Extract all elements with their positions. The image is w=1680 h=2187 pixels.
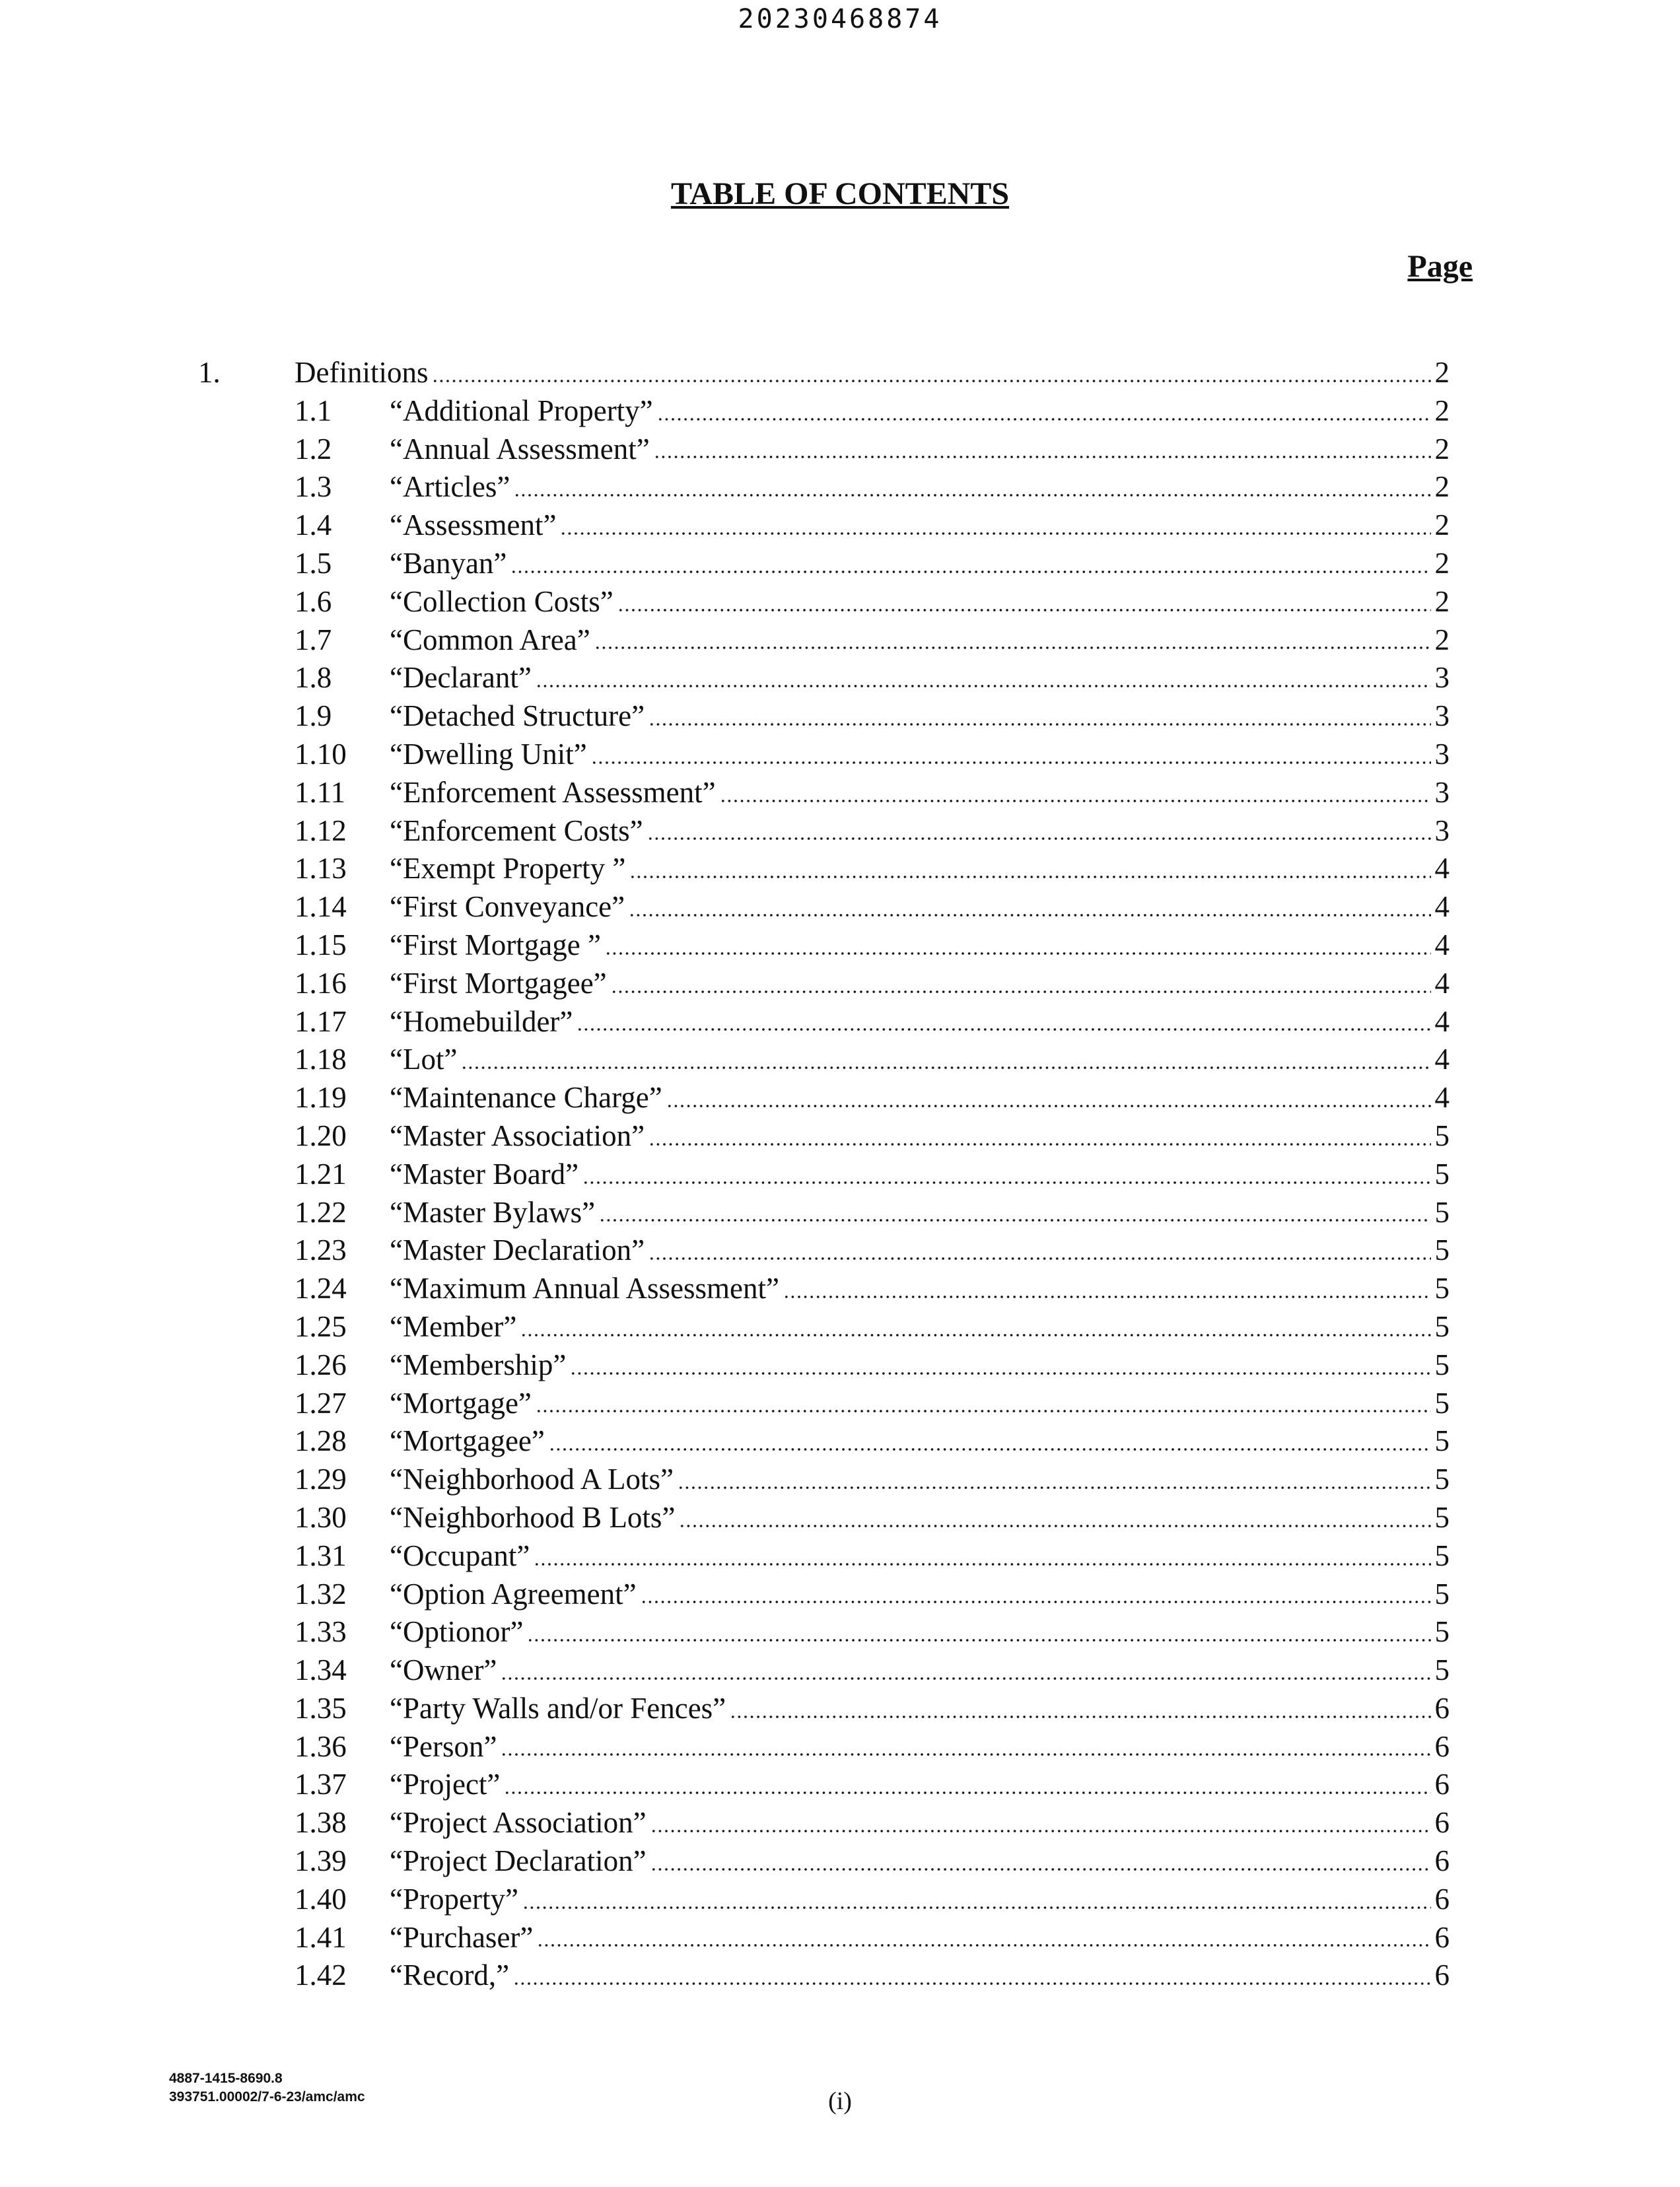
toc-entry [390,1690,1450,1728]
item-page: 5 [1434,1119,1450,1152]
toc-entry [390,431,1450,469]
dot-leader [570,1372,1430,1375]
item-number: 1.22 [295,1195,347,1229]
toc-entry [390,1842,1450,1881]
toc-entry [390,1003,1450,1041]
toc-entry [390,659,1450,697]
item-page: 3 [1434,814,1450,847]
toc-item-row[interactable] [0,468,1680,506]
toc-item-row[interactable] [0,431,1680,469]
toc-item-row[interactable] [0,1079,1680,1117]
item-number: 1.31 [295,1539,347,1572]
toc-item-row[interactable] [0,1041,1680,1079]
item-number: 1.15 [295,928,347,961]
item-number: 1.24 [295,1272,347,1305]
item-page: 2 [1434,546,1450,580]
toc-item-row[interactable] [0,774,1680,812]
toc-item-row[interactable] [0,1842,1680,1881]
item-page: 5 [1434,1157,1450,1191]
toc-item-row[interactable] [0,1346,1680,1385]
dot-leader [650,1830,1431,1832]
item-title: “Banyan” [390,546,507,580]
toc-item-row[interactable] [0,1422,1680,1461]
item-page: 3 [1434,737,1450,771]
item-title: “Common Area” [390,623,590,656]
toc-entry [390,545,1450,583]
item-page: 4 [1434,928,1450,961]
item-number: 1.32 [295,1577,347,1611]
dot-leader [510,571,1430,573]
toc-entry [390,1461,1450,1499]
item-number: 1.27 [295,1386,347,1420]
toc-entry [390,1194,1450,1232]
item-number: 1.29 [295,1463,347,1496]
dot-leader [730,1716,1430,1718]
item-title: “Neighborhood A Lots” [390,1463,674,1496]
dot-leader [666,1105,1431,1107]
item-page: 2 [1434,508,1450,542]
item-title: “Master Bylaws” [390,1195,596,1229]
recording-number: 20230468874 [738,4,942,34]
toc-item-row[interactable] [0,697,1680,736]
item-number: 1.6 [295,584,332,618]
dot-leader [591,761,1431,764]
toc-entry [295,354,1450,392]
toc-item-row[interactable] [0,965,1680,1003]
item-page: 6 [1434,1691,1450,1725]
dot-leader [617,609,1431,611]
item-title: “Neighborhood B Lots” [390,1500,676,1534]
item-page: 3 [1434,661,1450,695]
dot-leader [501,1753,1430,1756]
toc-item-row[interactable] [0,1194,1680,1232]
item-page: 4 [1434,1004,1450,1038]
toc-entry [390,1804,1450,1842]
item-title: “First Mortgage ” [390,928,601,961]
toc-entry [390,1232,1450,1270]
toc-entry [390,1117,1450,1156]
item-title: “Purchaser” [390,1920,534,1954]
dot-leader [647,837,1431,840]
item-number: 1.28 [295,1424,347,1458]
item-page: 6 [1434,1729,1450,1763]
toc-entry [390,697,1450,736]
toc-item-row[interactable] [0,1881,1680,1919]
toc-item-row[interactable] [0,1766,1680,1804]
item-title: “Master Declaration” [390,1233,645,1267]
item-number: 1.12 [295,814,347,847]
item-page: 2 [1434,432,1450,466]
section-page: 2 [1434,356,1450,389]
toc-entry [390,1728,1450,1766]
item-page: 2 [1434,394,1450,427]
item-page: 5 [1434,1233,1450,1267]
page-title: TABLE OF CONTENTS [670,176,1010,211]
toc-item-row[interactable] [0,621,1680,660]
item-title: “Option Agreement” [390,1577,637,1611]
item-number: 1.40 [295,1882,347,1916]
toc-item-row[interactable] [0,392,1680,431]
item-number: 1.14 [295,890,347,924]
item-page: 5 [1434,1348,1450,1381]
toc-item-row[interactable] [0,1804,1680,1842]
toc-entry [390,621,1450,660]
toc-item-row[interactable] [0,1919,1680,1957]
item-title: “Master Association” [390,1119,645,1152]
dot-leader [501,1677,1430,1680]
item-title: “Member” [390,1309,517,1343]
toc-entry [390,1919,1450,1957]
toc-item-row[interactable] [0,1117,1680,1156]
item-page: 6 [1434,1959,1450,1992]
toc-entry [390,468,1450,506]
item-page: 3 [1434,775,1450,809]
dot-leader [577,1028,1430,1031]
dot-leader [629,876,1430,878]
item-page: 5 [1434,1195,1450,1229]
item-title: “Project Association” [390,1806,647,1840]
item-number: 1.1 [295,394,332,427]
toc-item-row[interactable] [0,1957,1680,1995]
item-number: 1.25 [295,1309,347,1343]
toc-entry [390,1422,1450,1461]
toc-item-row[interactable] [0,659,1680,697]
toc-entry [390,850,1450,888]
item-number: 1.7 [295,623,332,656]
footer-doc-id-line2: 393751.00002/7-6-23/amc/amc [169,2089,365,2104]
toc-item-row[interactable] [0,1003,1680,1041]
item-number: 1.23 [295,1233,347,1267]
toc-entry [390,1079,1450,1117]
toc-entry [390,1308,1450,1346]
toc-item-row[interactable] [0,506,1680,545]
item-number: 1.30 [295,1500,347,1534]
toc-item-row[interactable] [0,1537,1680,1576]
toc-entry [390,1537,1450,1576]
toc-item-row[interactable] [0,1385,1680,1423]
item-page: 5 [1434,1309,1450,1343]
dot-leader [520,1334,1430,1336]
toc-item-row[interactable] [0,1651,1680,1690]
dot-leader [582,1181,1430,1184]
toc-entry [390,1957,1450,1995]
toc-entry [390,1499,1450,1537]
toc-entry [390,1651,1450,1690]
item-number: 1.11 [295,775,346,809]
item-page: 6 [1434,1920,1450,1954]
dot-leader [522,1906,1431,1909]
item-number: 1.17 [295,1004,347,1038]
item-title: “Maximum Annual Assessment” [390,1272,779,1305]
toc-item-row[interactable] [0,545,1680,583]
toc-entry [390,506,1450,545]
item-title: “Maintenance Charge” [390,1081,662,1115]
dot-leader [537,1944,1430,1947]
dot-leader [504,1791,1430,1794]
dot-leader [536,685,1431,687]
toc-entry [390,888,1450,926]
toc-entry [390,1576,1450,1614]
dot-leader [641,1601,1431,1603]
item-number: 1.10 [295,737,347,771]
dot-leader [527,1639,1430,1642]
item-page: 6 [1434,1806,1450,1840]
dot-leader [534,1563,1430,1566]
item-title: “Optionor” [390,1615,524,1649]
toc-item-row[interactable] [0,1308,1680,1346]
dot-leader [611,990,1431,993]
footer-page-number: (i) [828,2087,852,2115]
dot-leader [594,646,1431,649]
dot-leader [432,380,1430,382]
item-page: 5 [1434,1653,1450,1687]
dot-leader [513,1982,1430,1985]
item-title: “Assessment” [390,508,557,542]
item-title: “Additional Property” [390,394,653,427]
item-title: “Mortgage” [390,1386,532,1420]
section-number: 1. [198,356,221,389]
item-title: “Exempt Property ” [390,852,626,885]
toc-item-row[interactable] [0,888,1680,926]
toc-entry [390,1613,1450,1651]
item-page: 4 [1434,1043,1450,1076]
item-page: 2 [1434,470,1450,504]
toc-entry [390,1766,1450,1804]
item-number: 1.18 [295,1043,347,1076]
item-title: “Occupant” [390,1539,530,1572]
item-page: 4 [1434,852,1450,885]
dot-leader [783,1296,1431,1298]
item-page: 4 [1434,1081,1450,1115]
footer-doc-id-line1: 4887-1415-8690.8 [169,2071,283,2086]
item-title: “Record,” [390,1959,510,1992]
toc-item-row[interactable] [0,926,1680,965]
item-page: 3 [1434,699,1450,733]
item-number: 1.37 [295,1768,347,1801]
item-title: “Person” [390,1729,497,1763]
item-number: 1.34 [295,1653,347,1687]
item-title: “First Conveyance” [390,890,625,924]
page-column-header: Page [1407,249,1473,284]
item-page: 5 [1434,1615,1450,1649]
dot-leader [654,456,1431,458]
item-page: 5 [1434,1500,1450,1534]
table-of-contents [0,354,1680,1995]
toc-entry [390,965,1450,1003]
item-number: 1.4 [295,508,332,542]
item-number: 1.9 [295,699,332,733]
toc-item-row[interactable] [0,850,1680,888]
dot-leader [599,1219,1430,1222]
item-page: 6 [1434,1768,1450,1801]
item-number: 1.33 [295,1615,347,1649]
toc-item-row[interactable] [0,583,1680,621]
item-number: 1.42 [295,1959,347,1992]
toc-item-row[interactable] [0,812,1680,850]
item-page: 5 [1434,1539,1450,1572]
dot-leader [678,1486,1431,1489]
toc-entry [390,1156,1450,1194]
item-title: “Annual Assessment” [390,432,650,466]
item-title: “Homebuilder” [390,1004,573,1038]
dot-leader [549,1448,1431,1451]
item-title: “Party Walls and/or Fences” [390,1691,726,1725]
item-page: 5 [1434,1463,1450,1496]
item-title: “Articles” [390,470,510,504]
item-number: 1.41 [295,1920,347,1954]
item-number: 1.39 [295,1844,347,1878]
item-title: “Declarant” [390,661,532,695]
dot-leader [560,532,1430,535]
toc-item-row[interactable] [0,736,1680,774]
toc-entry [390,1270,1450,1308]
item-title: “Collection Costs” [390,584,613,618]
toc-item-row[interactable] [0,1270,1680,1308]
dot-leader [536,1410,1431,1412]
item-page: 5 [1434,1386,1450,1420]
item-title: “Property” [390,1882,518,1916]
item-title: “Enforcement Costs” [390,814,643,847]
toc-item-row[interactable] [0,1461,1680,1499]
dot-leader [720,800,1431,802]
item-number: 1.21 [295,1157,347,1191]
item-number: 1.3 [295,470,332,504]
item-page: 5 [1434,1272,1450,1305]
dot-leader [514,494,1430,497]
dot-leader [461,1066,1430,1069]
dot-leader [648,723,1430,726]
item-page: 2 [1434,584,1450,618]
toc-entry [390,583,1450,621]
item-number: 1.16 [295,966,347,1000]
item-title: “Detached Structure” [390,699,645,733]
toc-entry [390,774,1450,812]
toc-entry [390,392,1450,431]
toc-entry [390,926,1450,965]
item-page: 6 [1434,1844,1450,1878]
item-title: “Project Declaration” [390,1844,647,1878]
dot-leader [629,914,1430,917]
toc-item-row[interactable] [0,1728,1680,1766]
toc-section-row[interactable] [0,354,1680,392]
item-number: 1.35 [295,1691,347,1725]
toc-item-row[interactable] [0,1499,1680,1537]
toc-entry [390,1041,1450,1079]
item-number: 1.5 [295,546,332,580]
item-title: “Lot” [390,1043,458,1076]
toc-item-row[interactable] [0,1156,1680,1194]
item-number: 1.19 [295,1081,347,1115]
item-page: 2 [1434,623,1450,656]
dot-leader [650,1868,1431,1871]
item-title: “Master Board” [390,1157,579,1191]
item-title: “Membership” [390,1348,567,1381]
item-title: “Project” [390,1768,501,1801]
item-title: “First Mortgagee” [390,966,607,1000]
dot-leader [679,1525,1430,1527]
dot-leader [605,952,1431,955]
item-page: 4 [1434,890,1450,924]
item-page: 5 [1434,1577,1450,1611]
item-number: 1.2 [295,432,332,466]
toc-item-row[interactable] [0,1576,1680,1614]
toc-entry [390,1881,1450,1919]
item-number: 1.26 [295,1348,347,1381]
dot-leader [648,1257,1430,1260]
item-title: “Enforcement Assessment” [390,775,716,809]
item-page: 4 [1434,966,1450,1000]
item-number: 1.38 [295,1806,347,1840]
toc-entry [390,1346,1450,1385]
toc-item-row[interactable] [0,1690,1680,1728]
item-title: “Mortgagee” [390,1424,545,1458]
item-title: “Owner” [390,1653,497,1687]
toc-entry [390,1385,1450,1423]
item-page: 5 [1434,1424,1450,1458]
toc-item-row[interactable] [0,1232,1680,1270]
item-page: 6 [1434,1882,1450,1916]
item-number: 1.36 [295,1729,347,1763]
item-number: 1.8 [295,661,332,695]
item-number: 1.20 [295,1119,347,1152]
dot-leader [657,418,1431,421]
dot-leader [648,1143,1430,1146]
toc-item-row[interactable] [0,1613,1680,1651]
toc-entry [390,812,1450,850]
toc-entry [390,736,1450,774]
item-number: 1.13 [295,852,347,885]
section-title: Definitions [295,356,429,389]
item-title: “Dwelling Unit” [390,737,587,771]
